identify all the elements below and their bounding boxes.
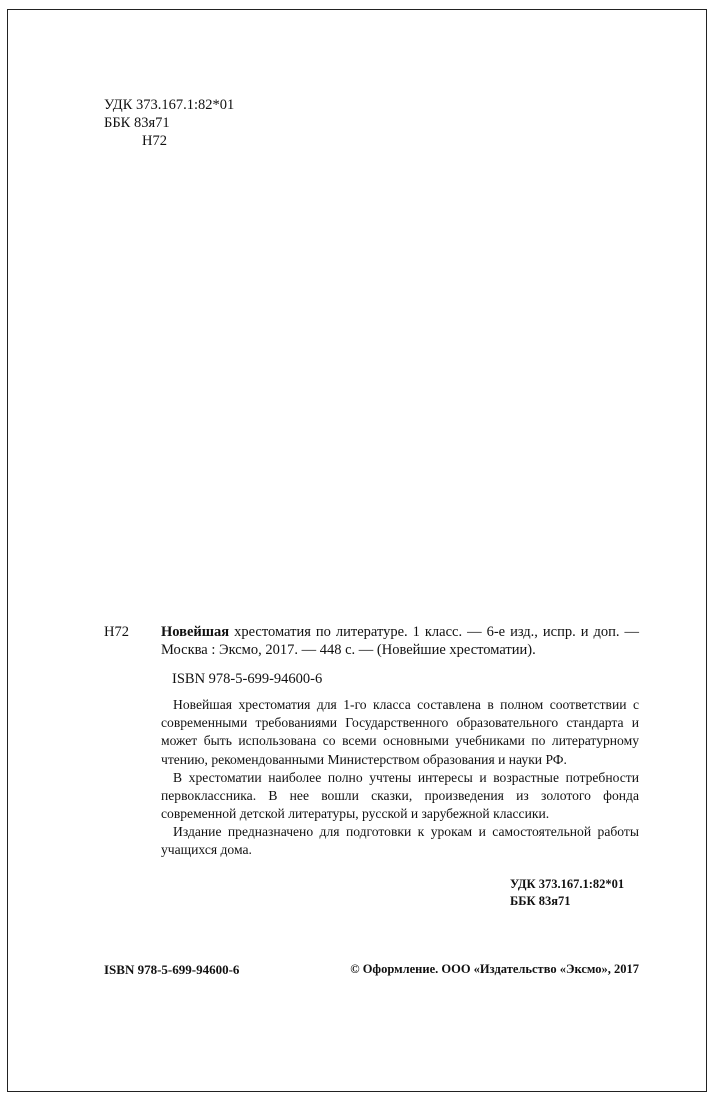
record-isbn: ISBN 978-5-699-94600-6 [172, 670, 323, 687]
udk-code: УДК 373.167.1:82*01 [104, 97, 235, 113]
author-mark: Н72 [142, 133, 167, 149]
classification-codes [510, 876, 624, 910]
bbk-code: ББК 83я71 [104, 115, 170, 131]
annotation [161, 696, 639, 859]
annotation-paragraph: Новейшая хрестоматия для 1-го класса составлена в полном соответствии с современными требованиями Государственного образовательного стандарта и может быть использована со всеми основными учебниками по литературному чтению, рекомендованными Министерством образования и науки РФ. [161, 697, 639, 767]
title-word: Новейшая [161, 624, 230, 640]
bbk-code-bold: ББК 83я71 [510, 894, 571, 908]
annotation-paragraph: Издание предназначено для подготовки к урокам и самостоятельной работы учащихся дома. [161, 823, 639, 857]
udk-code-bold: УДК 373.167.1:82*01 [510, 877, 625, 891]
page-frame [7, 9, 707, 1092]
annotation-paragraph: В хрестоматии наиболее полно учтены интересы и возрастные потребности первоклассника. В нее вошли сказки, произведения из золотого фонда современной детской литературы, русской и зарубежной классики. [161, 769, 639, 821]
bibliographic-record [104, 623, 639, 859]
bibliographic-description [161, 623, 639, 660]
footer-copyright: © Оформление. ООО «Издательство «Эксмо», 2017 [350, 962, 639, 976]
record-author-mark: Н72 [104, 624, 129, 640]
classification-header [104, 96, 234, 150]
footer-isbn: ISBN 978-5-699-94600-6 [104, 962, 240, 977]
biblio-text: хрестоматия по литературе. 1 класс. — 6-е изд., испр. и доп. — Москва : Эксмо, 2017. — 448 с. — (Новейшие хрестоматии). [161, 624, 639, 659]
